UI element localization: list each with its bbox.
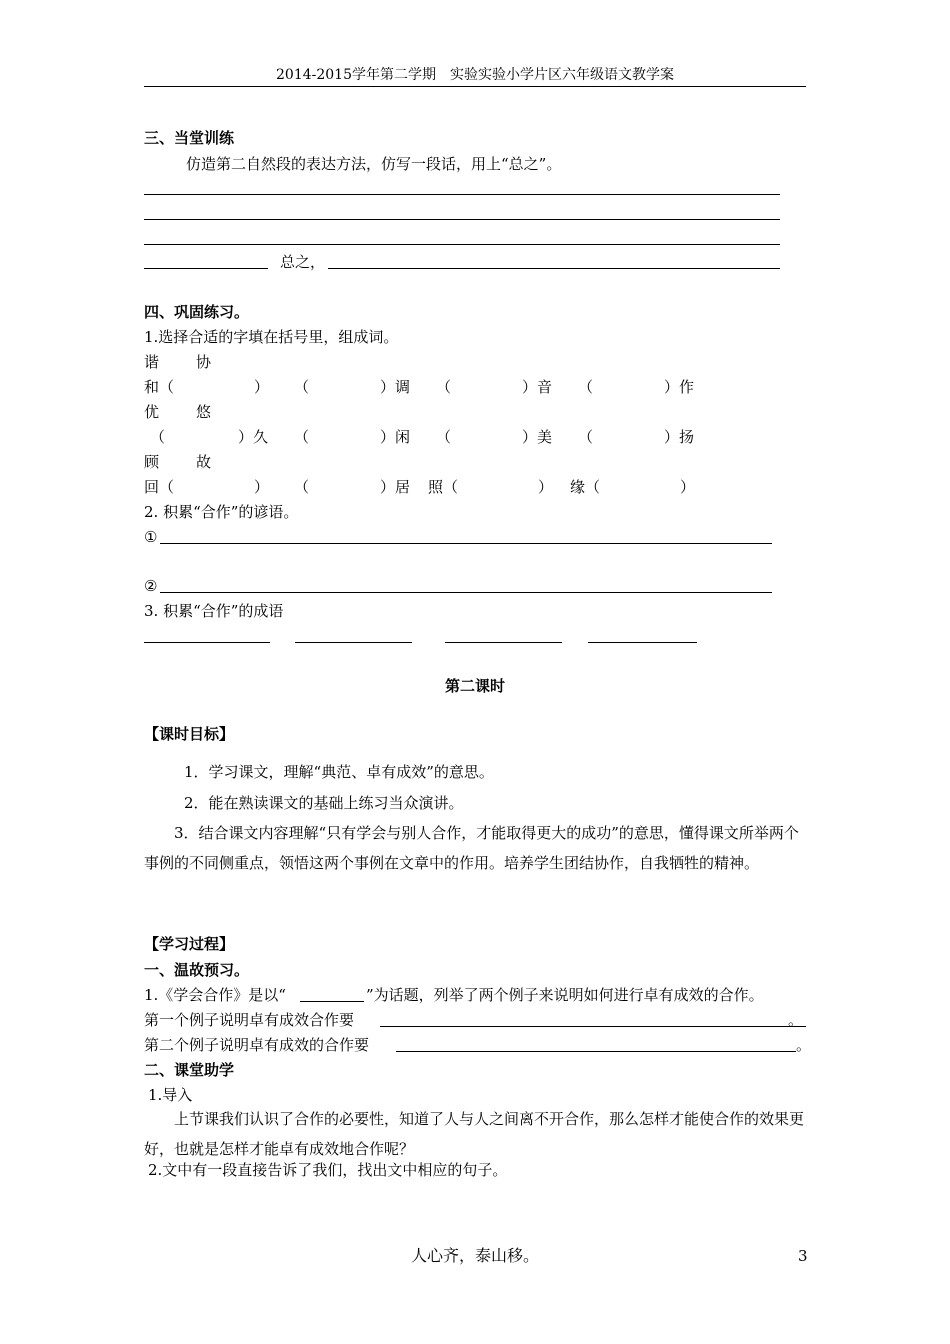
q2-text: 2. 积累“合作”的谚语。 [144, 503, 299, 521]
idiom-line-4[interactable] [588, 642, 697, 643]
char-pair-2b: 悠 [196, 403, 212, 421]
writing-line-3[interactable] [144, 244, 780, 245]
footer-motto: 人心齐，泰山移。 [410, 1246, 539, 1265]
process-heading: 【学习过程】 [144, 935, 235, 953]
section4-heading: 四、巩固练习。 [144, 303, 250, 321]
char-pair-1a: 谐 [144, 353, 160, 371]
example1-blank[interactable] [380, 1026, 806, 1027]
char-pair-3a: 顾 [144, 453, 160, 471]
proverb-line-1[interactable] [160, 543, 772, 544]
q1-text: 1.选择合适的字填在括号里，组成词。 [144, 328, 399, 346]
bracket-open: （ [294, 478, 310, 496]
bracket-close: ）久 [238, 428, 269, 446]
writing-line-4a[interactable] [144, 268, 268, 269]
bracket-open: （ [294, 428, 310, 446]
bracket-close: ）作 [664, 378, 695, 396]
section3-heading: 三、当堂训练 [144, 129, 235, 147]
bracket-close: ） [538, 478, 554, 496]
char-pair-3b: 故 [196, 453, 212, 471]
goal-2: 2．能在熟读课文的基础上练习当众演讲。 [184, 794, 464, 812]
char-pair-2a: 优 [144, 403, 160, 421]
bracket-close: ）音 [522, 378, 553, 396]
topic-blank[interactable] [300, 1001, 364, 1002]
bracket-close: ） [680, 478, 696, 496]
page-header: 2014-2015学年第二学期 实验实验小学片区六年级语文教学案 [276, 67, 674, 83]
q3-text: 3. 积累“合作”的成语 [144, 602, 284, 620]
bracket-close: ） [254, 378, 270, 396]
part2-heading: 二、课堂助学 [144, 1061, 235, 1079]
bracket-open: （ [294, 378, 310, 396]
period-2: 。 [796, 1036, 812, 1054]
bracket-open: （ [436, 378, 452, 396]
bracket-open: （ [578, 428, 594, 446]
header-rule [144, 86, 806, 87]
intro-text: 上节课我们认识了合作的必要性，知道了人与人之间离不开合作，那么怎样才能使合作的效果更好，也就是怎样才能卓有成效地合作呢？ [144, 1110, 805, 1158]
bracket-open: （ [578, 378, 594, 396]
goal-1: 1．学习课文，理解“典范、卓有成效”的意思。 [184, 763, 494, 781]
goals-heading: 【课时目标】 [144, 725, 235, 743]
idiom-line-1[interactable] [144, 642, 270, 643]
p1-text-b: ”为话题，列举了两个例子来说明如何进行卓有成效的合作。 [366, 986, 764, 1004]
writing-line-4b[interactable] [328, 268, 780, 269]
section3-instruction: 仿造第二自然段的表达方法，仿写一段话，用上“总之”。 [186, 155, 562, 173]
bracket-close: ）闲 [380, 428, 411, 446]
bracket-open: （ [150, 428, 166, 446]
bracket-close: ）调 [380, 378, 411, 396]
bracket-open: 缘（ [570, 478, 601, 496]
p1-line2-label: 第一个例子说明卓有成效合作要 [144, 1011, 355, 1029]
bracket-open: 照（ [428, 478, 459, 496]
part1-heading: 一、温故预习。 [144, 961, 250, 979]
bracket-open: 和（ [144, 378, 175, 396]
zongzhi-label: 总之， [280, 253, 326, 271]
proverb-line-2[interactable] [160, 592, 772, 593]
goal-3: 3．结合课文内容理解“只有学会与别人合作，才能取得更大的成功”的意思，懂得课文所举两个事例的不同侧重点，领悟这两个事例在文章中的作用。培养学生团结协作，自我牺牲的精神。 [144, 824, 799, 872]
lesson2-title: 第二课时 [444, 677, 505, 695]
bracket-open: 回（ [144, 478, 175, 496]
p1-text-a: 1.《学会合作》是以“ [144, 986, 286, 1004]
p1-line3-label: 第二个例子说明卓有成效的合作要 [144, 1036, 370, 1054]
bracket-open: （ [436, 428, 452, 446]
bracket-close: ）居 [380, 478, 411, 496]
find-sentence-question: 2.文中有一段直接告诉了我们，找出文中相应的句子。 [148, 1161, 508, 1179]
period-1: 。 [788, 1011, 804, 1029]
marker-1: ① [144, 528, 158, 546]
intro-label: 1.导入 [148, 1086, 193, 1104]
bracket-close: ）扬 [664, 428, 695, 446]
writing-line-2[interactable] [144, 219, 780, 220]
idiom-line-3[interactable] [445, 642, 562, 643]
page-number: 3 [798, 1247, 808, 1265]
bracket-close: ）美 [522, 428, 553, 446]
marker-2: ② [144, 577, 158, 595]
char-pair-1b: 协 [196, 353, 212, 371]
example2-blank[interactable] [396, 1051, 796, 1052]
writing-line-1[interactable] [144, 194, 780, 195]
bracket-close: ） [254, 478, 270, 496]
idiom-line-2[interactable] [295, 642, 412, 643]
